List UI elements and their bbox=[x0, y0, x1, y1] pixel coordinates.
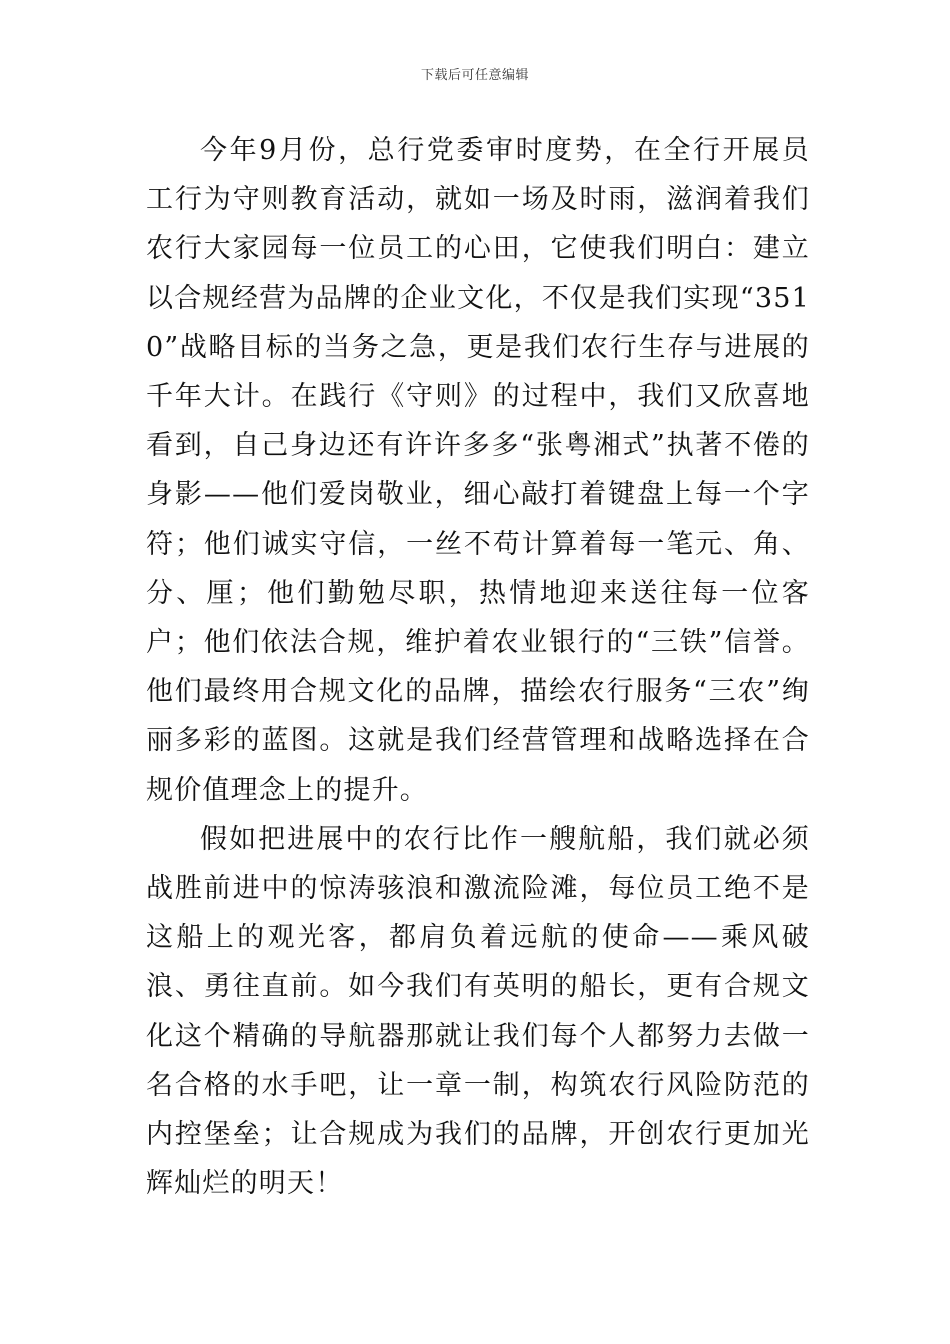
paragraph-1: 今年9月份，总行党委审时度势，在全行开展员工行为守则教育活动，就如一场及时雨，滋润着我们农行大家园每一位员工的心田，它使我们明白：建立以合规经营为品牌的企业文化，不仅是我们实现“3510”战略目标的当务之急，更是我们农行生存与进展的千年大计。在践行《守则》的过程中，我们又欣喜地看到，自己身边还有许许多多“张粤湘式”执著不倦的身影——他们爱岗敬业，细心敲打着键盘上每一个字符；他们诚实守信，一丝不苟计算着每一笔元、角、分、厘；他们勤勉尽职，热情地迎来送往每一位客户；他们依法合规，维护着农业银行的“三铁”信誉。他们最终用合规文化的品牌，描绘农行服务“三农”绚丽多彩的蓝图。这就是我们经营管理和战略选择在合规价值理念上的提升。 bbox=[146, 135, 810, 806]
document-body bbox=[146, 126, 810, 1208]
header-note: 下载后可任意编辑 bbox=[420, 68, 529, 83]
paragraph-2: 假如把进展中的农行比作一艘航船，我们就必须战胜前进中的惊涛骇浪和激流险滩，每位员工绝不是这船上的观光客，都肩负着远航的使命——乘风破浪、勇往直前。如今我们有英明的船长，更有合规文化这个精确的导航器那就让我们每个人都努力去做一名合格的水手吧，让一章一制，构筑农行风险防范的内控堡垒；让合规成为我们的品牌，开创农行更加光辉灿烂的明天！ bbox=[146, 823, 810, 1200]
